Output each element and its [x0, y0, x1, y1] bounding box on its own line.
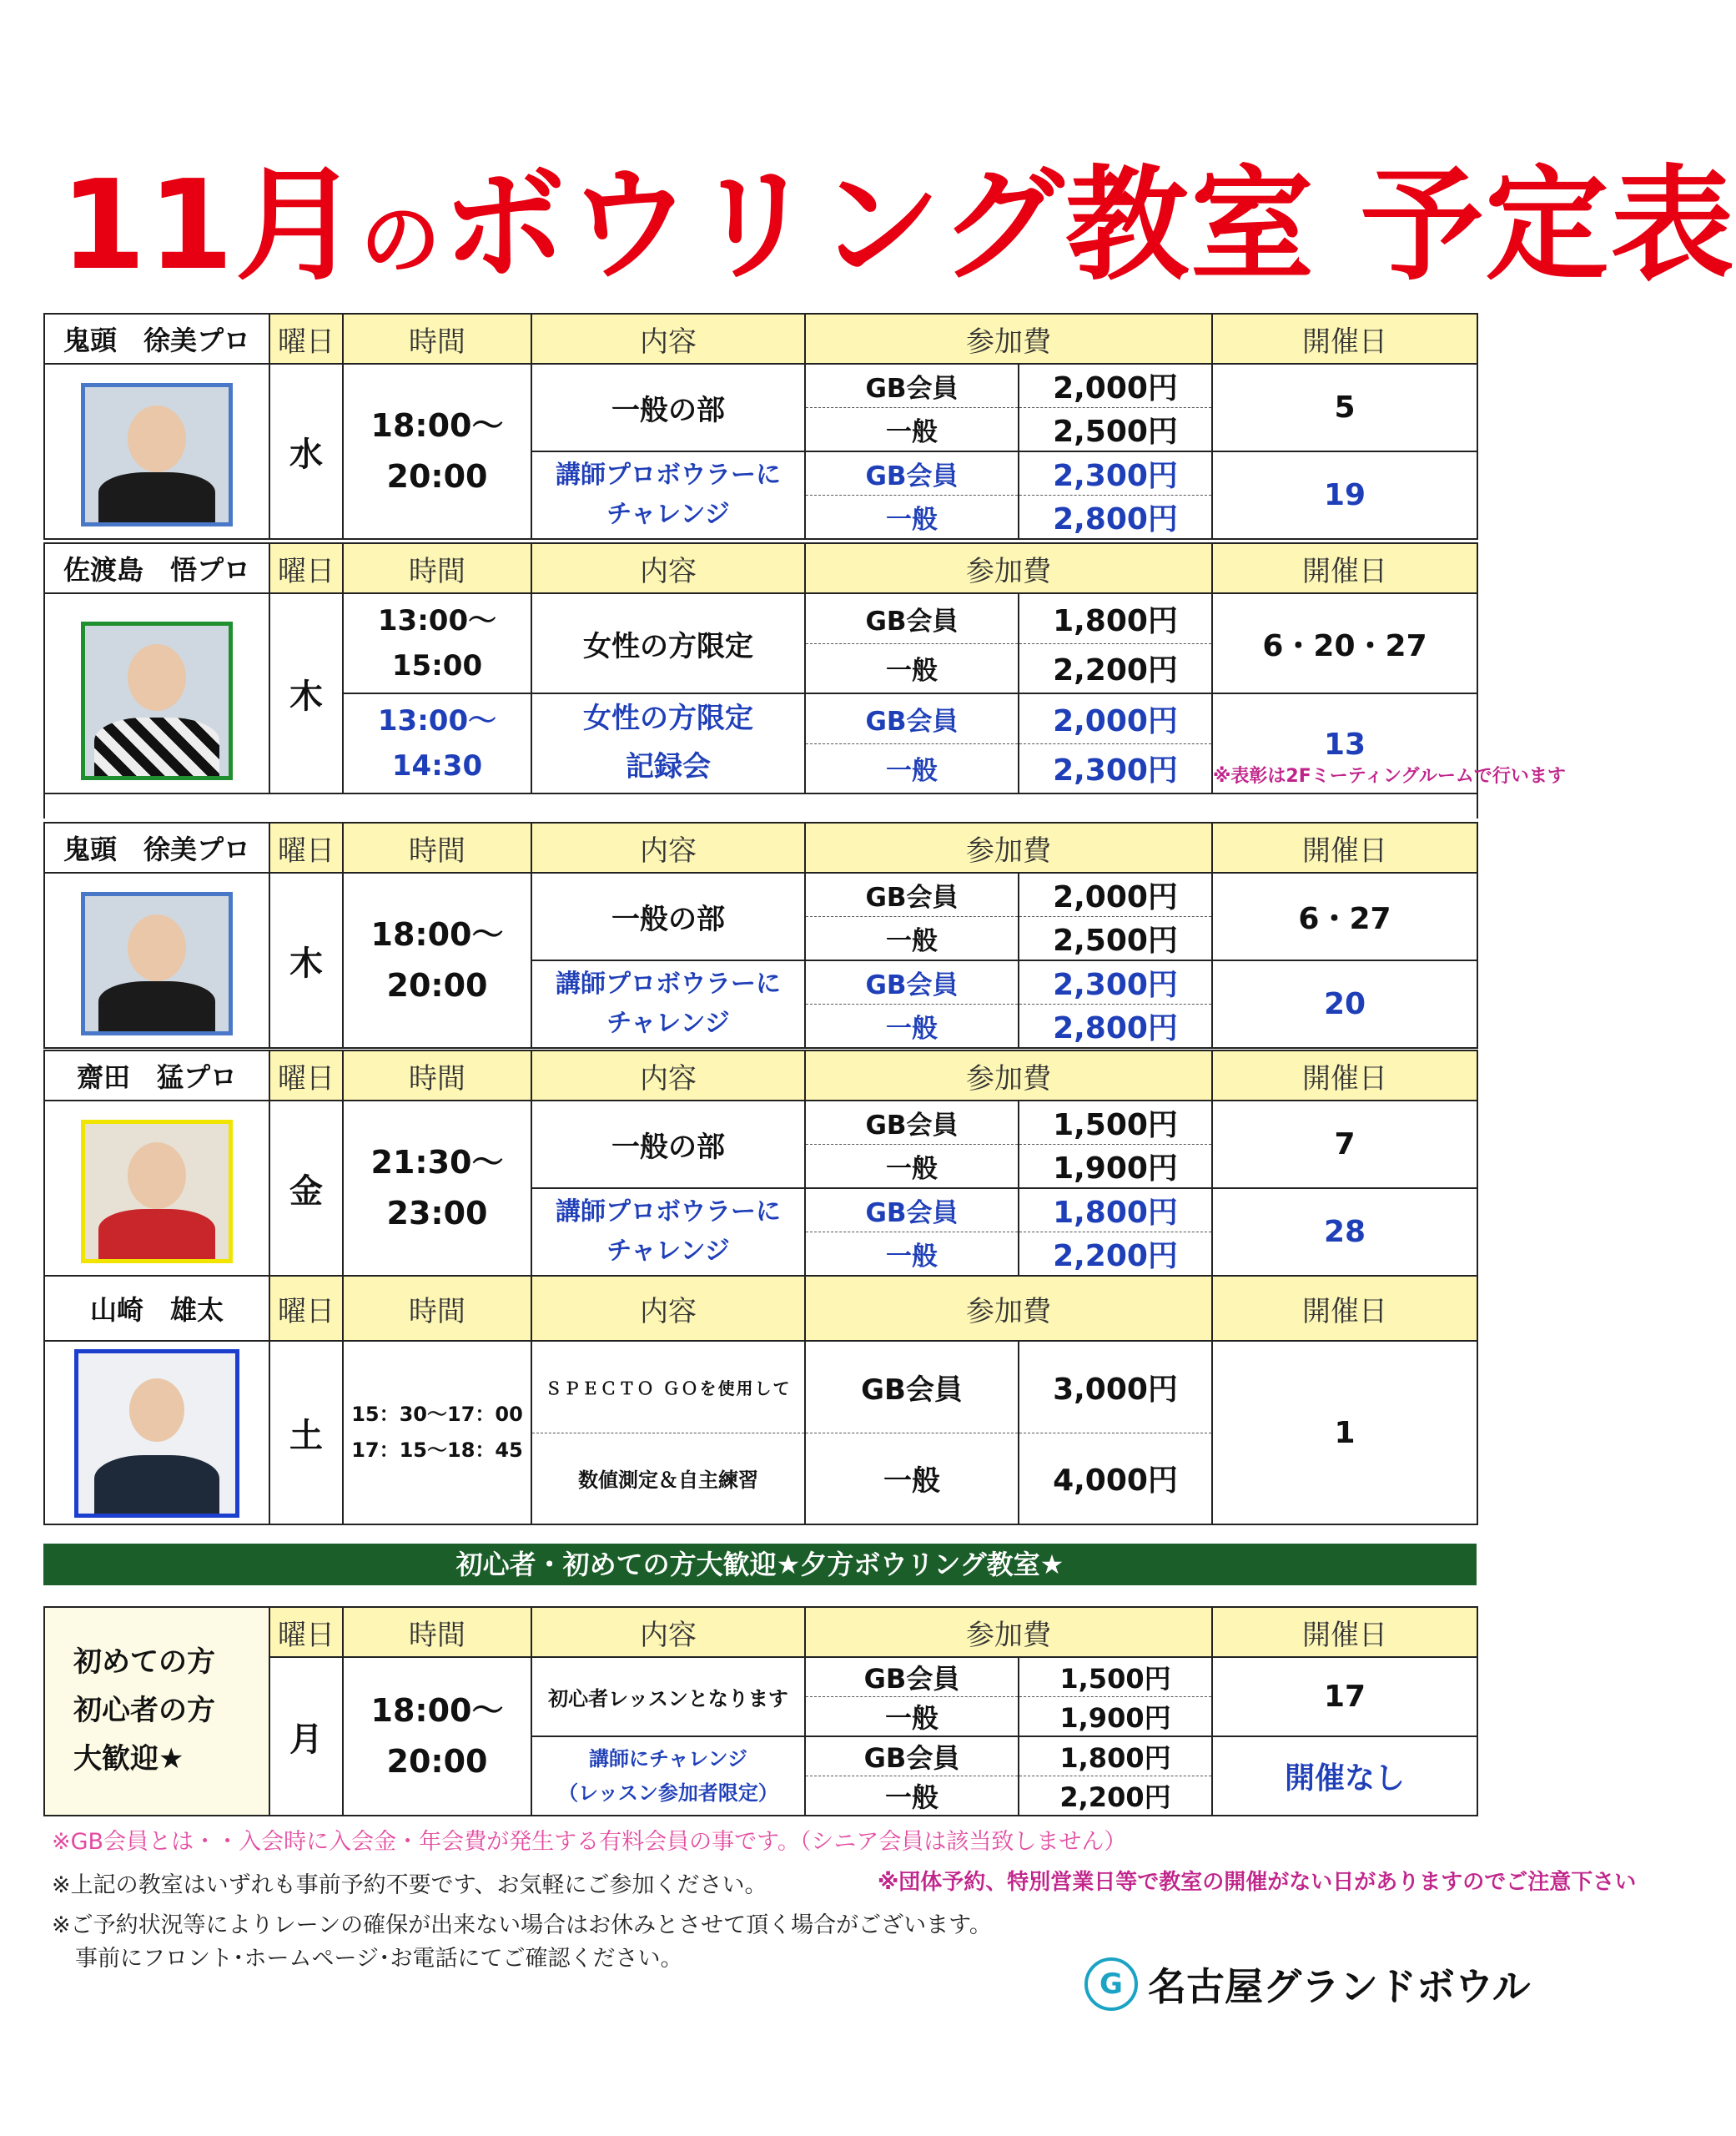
fee-label-general: 一般: [805, 1145, 1019, 1189]
fee-label-general: 一般: [805, 1005, 1019, 1049]
fee-label-general: 一般: [805, 496, 1019, 540]
weekday: 土: [269, 1341, 343, 1524]
fee-member: 3,000円: [1019, 1341, 1212, 1433]
fee-general: 2,800円: [1019, 1005, 1212, 1049]
content-challenge: 講師プロボウラーに チャレンジ: [531, 1188, 805, 1276]
header-fee: 参加費: [805, 314, 1212, 364]
header-time: 時間: [343, 1276, 531, 1341]
instructor-photo-cell: [44, 873, 269, 1048]
dates: 13: [1323, 728, 1366, 762]
content-beginner: 初心者レッスンとなります: [531, 1657, 805, 1736]
header-fee: 参加費: [805, 823, 1212, 873]
header-time: 時間: [343, 823, 531, 873]
fee-label-member: GB会員: [805, 873, 1019, 917]
fee-label-member: GB会員: [805, 1101, 1019, 1145]
fee-label-member: GB会員: [805, 1341, 1019, 1433]
header-fee: 参加費: [805, 543, 1212, 593]
content-ladies: 女性の方限定: [531, 593, 805, 693]
instructor-photo: [81, 622, 233, 780]
header-weekday: 曜日: [269, 1276, 343, 1341]
fee-general: 2,800円: [1019, 496, 1212, 540]
fee-general: 2,200円: [1019, 1776, 1212, 1816]
footer-note-lane: ※ご予約状況等によりレーンの確保が出来ない場合はお休みとさせて頂く場合がございます。: [52, 1912, 992, 1938]
content-challenge: 講師プロボウラーに チャレンジ: [531, 451, 805, 539]
header-weekday: 曜日: [269, 1607, 343, 1657]
fee-member: 2,300円: [1019, 960, 1212, 1005]
header-weekday: 曜日: [269, 314, 343, 364]
header-time: 時間: [343, 543, 531, 593]
fee-member: 1,800円: [1019, 593, 1212, 643]
time: 13:00～ 15:00: [343, 593, 531, 693]
content-ladies-record: 女性の方限定 記録会: [531, 693, 805, 793]
content-specto: ＳＰＥＣＴＯ ＧＯを使用して: [531, 1341, 805, 1433]
header-fee: 参加費: [805, 1050, 1212, 1101]
time: 18:00～ 20:00: [343, 1657, 531, 1816]
instructor-photo: [74, 1349, 239, 1518]
instructor-photo-cell: [44, 593, 269, 793]
fee-general: 2,200円: [1019, 1232, 1212, 1277]
weekday: 木: [269, 593, 343, 793]
fee-label-general: 一般: [805, 643, 1019, 693]
header-fee: 参加費: [805, 1276, 1212, 1341]
header-content: 内容: [531, 823, 805, 873]
fee-member: 2,300円: [1019, 451, 1212, 496]
instructor-photo-cell: [44, 364, 269, 539]
dates: 6・27: [1212, 873, 1477, 960]
dates: 19: [1212, 451, 1477, 539]
fee-member: 1,800円: [1019, 1188, 1212, 1232]
footer-note-group: ※団体予約、特別営業日等で教室の開催がない日がありますのでご注意下さい: [878, 1870, 1637, 1895]
fee-label-member: GB会員: [805, 1657, 1019, 1697]
fee-general: 2,500円: [1019, 917, 1212, 961]
footer-note-gb: ※GB会員とは・・入会時に入会金・年会費が発生する有料会員の事です。（シニア会員は該当致しません）: [52, 1829, 1127, 1855]
instructor-photo: [81, 383, 233, 526]
fee-member: 2,000円: [1019, 693, 1212, 743]
dates: 1: [1212, 1341, 1477, 1524]
schedule-table-beginner: [43, 1606, 1478, 1816]
fee-label-member: GB会員: [805, 960, 1019, 1005]
fee-label-member: GB会員: [805, 1736, 1019, 1776]
time: 15：30～17：00 17：15～18：45: [343, 1341, 531, 1524]
header-dates: 開催日: [1212, 1050, 1477, 1101]
schedule-table-3: [43, 822, 1478, 1049]
logo-text: 名古屋グランドボウル: [1148, 1964, 1531, 2009]
content-general: 一般の部: [531, 364, 805, 451]
dates: 7: [1212, 1101, 1477, 1188]
header-content: 内容: [531, 543, 805, 593]
header-content: 内容: [531, 314, 805, 364]
fee-member: 1,500円: [1019, 1657, 1212, 1697]
fee-label-member: GB会員: [805, 593, 1019, 643]
content-measure: 数値測定＆自主練習: [531, 1433, 805, 1524]
fee-general: 2,200円: [1019, 643, 1212, 693]
dates: 6・20・27: [1212, 593, 1477, 693]
weekday: 水: [269, 364, 343, 539]
fee-member: 1,500円: [1019, 1101, 1212, 1145]
weekday: 月: [269, 1657, 343, 1816]
footer-note-reservation: ※上記の教室はいずれも事前予約不要です、お気軽にご参加ください。: [52, 1872, 767, 1898]
fee-label-member: GB会員: [805, 1188, 1019, 1232]
header-weekday: 曜日: [269, 543, 343, 593]
content-challenge: 講師プロボウラーに チャレンジ: [531, 960, 805, 1048]
instructor-photo: [81, 1120, 233, 1263]
instructor-name: 齋田 猛プロ: [44, 1050, 269, 1101]
fee-label-general: 一般: [805, 1433, 1019, 1524]
fee-member: 1,800円: [1019, 1736, 1212, 1776]
instructor-name: 鬼頭 徐美プロ: [44, 314, 269, 364]
beginner-label: 初めての方 初心者の方 大歓迎★: [44, 1607, 269, 1816]
header-time: 時間: [343, 1050, 531, 1101]
time: 21:30～ 23:00: [343, 1101, 531, 1276]
weekday: 金: [269, 1101, 343, 1276]
fee-general: 2,300円: [1019, 743, 1212, 793]
fee-general: 1,900円: [1019, 1145, 1212, 1189]
dates: 17: [1212, 1657, 1477, 1736]
content-challenge: 講師にチャレンジ （レッスン参加者限定）: [531, 1736, 805, 1816]
fee-member: 2,000円: [1019, 873, 1212, 917]
header-weekday: 曜日: [269, 823, 343, 873]
header-dates: 開催日: [1212, 1607, 1477, 1657]
instructor-photo: [81, 892, 233, 1035]
dates: 28: [1212, 1188, 1477, 1276]
fee-label-member: GB会員: [805, 451, 1019, 496]
header-weekday: 曜日: [269, 1050, 343, 1101]
fee-general: 2,500円: [1019, 408, 1212, 452]
dates-cell: [1212, 693, 1566, 793]
fee-member: 2,000円: [1019, 364, 1212, 408]
fee-general: 1,900円: [1019, 1697, 1212, 1737]
instructor-name: 佐渡島 悟プロ: [44, 543, 269, 593]
dates-note: ※表彰は2Fミーティングルームで行います: [1213, 766, 1566, 787]
fee-label-member: GB会員: [805, 693, 1019, 743]
schedule-table-1: [43, 313, 1478, 540]
fee-general: 4,000円: [1019, 1433, 1212, 1524]
content-general: 一般の部: [531, 873, 805, 960]
instructor-name: 山崎 雄太: [44, 1276, 269, 1341]
fee-label-general: 一般: [805, 1776, 1019, 1816]
schedule-table-2: [43, 542, 1566, 819]
header-content: 内容: [531, 1050, 805, 1101]
header-dates: 開催日: [1212, 543, 1477, 593]
fee-label-member: GB会員: [805, 364, 1019, 408]
schedule-table-5: [43, 1275, 1478, 1525]
dates: 20: [1212, 960, 1477, 1048]
fee-label-general: 一般: [805, 917, 1019, 961]
brand-logo: [1084, 1957, 1531, 2015]
fee-label-general: 一般: [805, 1697, 1019, 1737]
header-content: 内容: [531, 1276, 805, 1341]
header-fee: 参加費: [805, 1607, 1212, 1657]
header-dates: 開催日: [1212, 823, 1477, 873]
beginner-banner: 初心者・初めての方大歓迎★夕方ボウリング教室★: [43, 1544, 1477, 1585]
fee-label-general: 一般: [805, 1232, 1019, 1277]
header-dates: 開催日: [1212, 1276, 1477, 1341]
time: 18:00～ 20:00: [343, 364, 531, 539]
fee-label-general: 一般: [805, 408, 1019, 452]
header-time: 時間: [343, 1607, 531, 1657]
page-title: 11月のボウリング教室 予定表: [60, 154, 1736, 297]
logo-icon: G: [1084, 1957, 1138, 2011]
dates: 5: [1212, 364, 1477, 451]
header-time: 時間: [343, 314, 531, 364]
weekday: 木: [269, 873, 343, 1048]
dates: 開催なし: [1212, 1736, 1477, 1816]
instructor-name: 鬼頭 徐美プロ: [44, 823, 269, 873]
footer-note-confirm: 事前にフロント･ホームページ･お電話にてご確認ください。: [75, 1946, 683, 1972]
fee-label-general: 一般: [805, 743, 1019, 793]
instructor-photo-cell: [44, 1101, 269, 1276]
header-dates: 開催日: [1212, 314, 1477, 364]
time: 13:00～ 14:30: [343, 693, 531, 793]
schedule-table-4: [43, 1050, 1478, 1277]
instructor-photo-cell: [44, 1341, 269, 1524]
header-content: 内容: [531, 1607, 805, 1657]
time: 18:00～ 20:00: [343, 873, 531, 1048]
content-general: 一般の部: [531, 1101, 805, 1188]
